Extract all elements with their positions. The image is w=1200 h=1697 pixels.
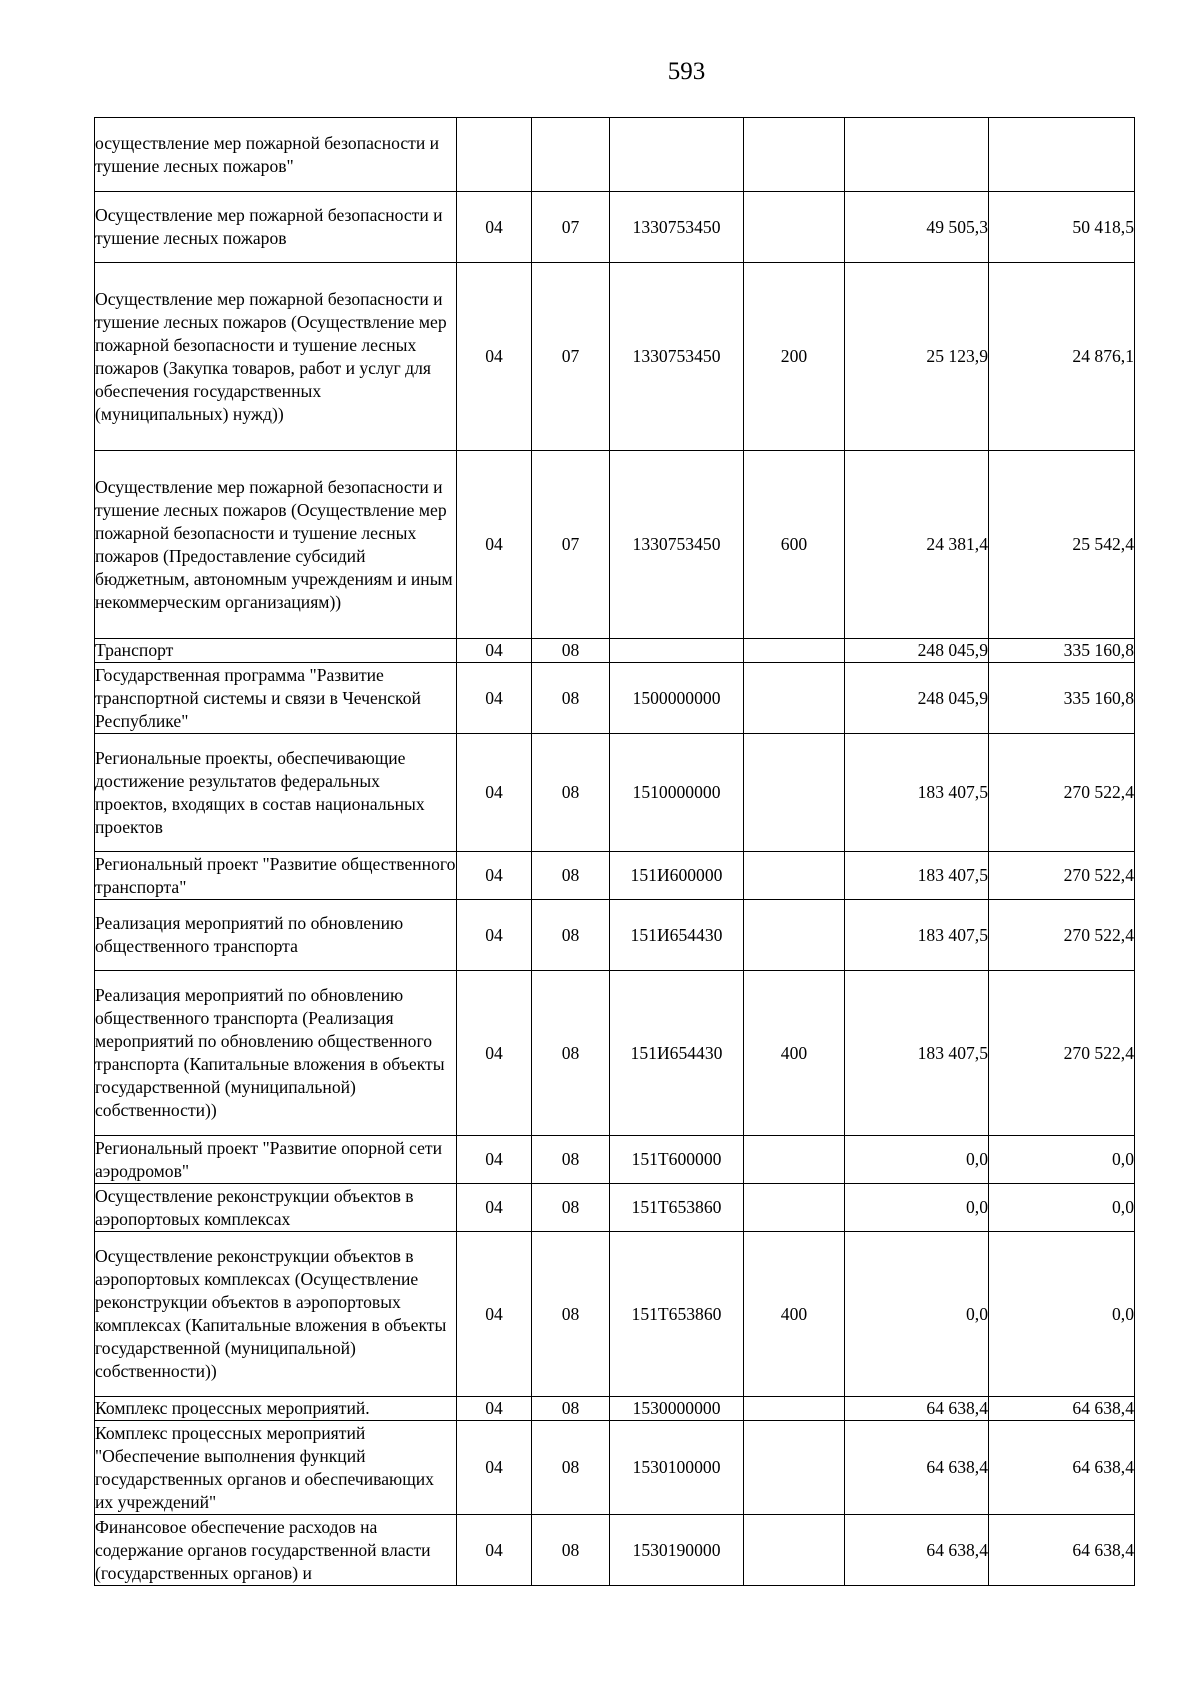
target-item-cell bbox=[610, 118, 744, 192]
table-row bbox=[95, 663, 1135, 734]
row-name-cell: Осуществление мер пожарной безопасности и тушение лесных пожаров (Осуществление мер пожарной безопасности и тушение лесных пожаров (Закупка товаров, работ и услуг для обеспечения государственных (муниципальных) нужд)) bbox=[95, 263, 457, 451]
table-row bbox=[95, 1232, 1135, 1397]
section-code-cell: 04 bbox=[457, 852, 532, 900]
expense-type-cell bbox=[744, 1184, 845, 1232]
expense-type-cell: 400 bbox=[744, 971, 845, 1136]
table-row bbox=[95, 1136, 1135, 1184]
expense-type-cell bbox=[744, 1397, 845, 1421]
row-name-cell: Финансовое обеспечение расходов на содержание органов государственной власти (государственных органов) и bbox=[95, 1515, 457, 1586]
row-name-cell: Комплекс процессных мероприятий. bbox=[95, 1397, 457, 1421]
expense-type-cell bbox=[744, 1421, 845, 1515]
target-item-cell: 151Т600000 bbox=[610, 1136, 744, 1184]
subsection-code-cell: 08 bbox=[532, 900, 610, 971]
target-item-cell: 1510000000 bbox=[610, 734, 744, 852]
section-code-cell: 04 bbox=[457, 1136, 532, 1184]
amount-year2-cell: 24 876,1 bbox=[989, 263, 1135, 451]
subsection-code-cell: 08 bbox=[532, 1136, 610, 1184]
amount-year2-cell: 335 160,8 bbox=[989, 663, 1135, 734]
subsection-code-cell bbox=[532, 118, 610, 192]
section-code-cell: 04 bbox=[457, 1184, 532, 1232]
subsection-code-cell: 08 bbox=[532, 1515, 610, 1586]
target-item-cell: 1330753450 bbox=[610, 451, 744, 639]
section-code-cell: 04 bbox=[457, 1397, 532, 1421]
section-code-cell: 04 bbox=[457, 663, 532, 734]
expense-type-cell: 400 bbox=[744, 1232, 845, 1397]
amount-year2-cell: 270 522,4 bbox=[989, 734, 1135, 852]
expense-type-cell bbox=[744, 852, 845, 900]
amount-year2-cell: 64 638,4 bbox=[989, 1515, 1135, 1586]
subsection-code-cell: 08 bbox=[532, 1184, 610, 1232]
amount-year1-cell: 183 407,5 bbox=[845, 734, 989, 852]
section-code-cell: 04 bbox=[457, 734, 532, 852]
row-name-cell: Региональный проект "Развитие общественного транспорта" bbox=[95, 852, 457, 900]
amount-year1-cell: 248 045,9 bbox=[845, 663, 989, 734]
expense-type-cell bbox=[744, 663, 845, 734]
section-code-cell: 04 bbox=[457, 1421, 532, 1515]
target-item-cell bbox=[610, 639, 744, 663]
target-item-cell: 151Т653860 bbox=[610, 1184, 744, 1232]
row-name-cell: Осуществление мер пожарной безопасности и тушение лесных пожаров bbox=[95, 192, 457, 263]
amount-year1-cell: 64 638,4 bbox=[845, 1421, 989, 1515]
section-code-cell: 04 bbox=[457, 1232, 532, 1397]
amount-year2-cell: 64 638,4 bbox=[989, 1397, 1135, 1421]
expense-type-cell bbox=[744, 639, 845, 663]
subsection-code-cell: 08 bbox=[532, 734, 610, 852]
table-row bbox=[95, 734, 1135, 852]
page-number: 593 bbox=[667, 58, 706, 85]
row-name-cell: Региональный проект "Развитие опорной сети аэродромов" bbox=[95, 1136, 457, 1184]
row-name-cell: Региональные проекты, обеспечивающие достижение результатов федеральных проектов, входящих в состав национальных проектов bbox=[95, 734, 457, 852]
amount-year2-cell: 25 542,4 bbox=[989, 451, 1135, 639]
table-row bbox=[95, 971, 1135, 1136]
table-row bbox=[95, 263, 1135, 451]
budget-table bbox=[94, 117, 1135, 1586]
amount-year1-cell bbox=[845, 118, 989, 192]
amount-year1-cell: 24 381,4 bbox=[845, 451, 989, 639]
expense-type-cell bbox=[744, 192, 845, 263]
expense-type-cell bbox=[744, 1136, 845, 1184]
amount-year1-cell: 248 045,9 bbox=[845, 639, 989, 663]
amount-year2-cell: 0,0 bbox=[989, 1232, 1135, 1397]
expense-type-cell bbox=[744, 734, 845, 852]
expense-type-cell bbox=[744, 118, 845, 192]
table-row bbox=[95, 1421, 1135, 1515]
table-row bbox=[95, 192, 1135, 263]
target-item-cell: 1530100000 bbox=[610, 1421, 744, 1515]
table-row bbox=[95, 451, 1135, 639]
target-item-cell: 151И654430 bbox=[610, 900, 744, 971]
amount-year1-cell: 183 407,5 bbox=[845, 971, 989, 1136]
expense-type-cell bbox=[744, 900, 845, 971]
subsection-code-cell: 08 bbox=[532, 663, 610, 734]
target-item-cell: 1330753450 bbox=[610, 192, 744, 263]
row-name-cell: Осуществление мер пожарной безопасности и тушение лесных пожаров (Осуществление мер пожарной безопасности и тушение лесных пожаров (Предоставление субсидий бюджетным, автономным учреждениям и иным некоммерческим организациям)) bbox=[95, 451, 457, 639]
subsection-code-cell: 08 bbox=[532, 852, 610, 900]
section-code-cell bbox=[457, 118, 532, 192]
table-row bbox=[95, 1515, 1135, 1586]
target-item-cell: 151И600000 bbox=[610, 852, 744, 900]
subsection-code-cell: 07 bbox=[532, 263, 610, 451]
row-name-cell: осуществление мер пожарной безопасности и тушение лесных пожаров" bbox=[95, 118, 457, 192]
expense-type-cell: 200 bbox=[744, 263, 845, 451]
table-body bbox=[95, 118, 1135, 1586]
row-name-cell: Комплекс процессных мероприятий "Обеспечение выполнения функций государственных органов и обеспечивающих их учреждений" bbox=[95, 1421, 457, 1515]
amount-year1-cell: 183 407,5 bbox=[845, 900, 989, 971]
table-row bbox=[95, 1184, 1135, 1232]
row-name-cell: Реализация мероприятий по обновлению общественного транспорта bbox=[95, 900, 457, 971]
amount-year1-cell: 64 638,4 bbox=[845, 1397, 989, 1421]
section-code-cell: 04 bbox=[457, 971, 532, 1136]
subsection-code-cell: 08 bbox=[532, 1232, 610, 1397]
amount-year2-cell: 50 418,5 bbox=[989, 192, 1135, 263]
target-item-cell: 1500000000 bbox=[610, 663, 744, 734]
target-item-cell: 151И654430 bbox=[610, 971, 744, 1136]
expense-type-cell bbox=[744, 1515, 845, 1586]
row-name-cell: Транспорт bbox=[95, 639, 457, 663]
section-code-cell: 04 bbox=[457, 1515, 532, 1586]
amount-year2-cell: 0,0 bbox=[989, 1184, 1135, 1232]
amount-year2-cell: 335 160,8 bbox=[989, 639, 1135, 663]
row-name-cell: Осуществление реконструкции объектов в аэропортовых комплексах (Осуществление реконструкции объектов в аэропортовых комплексах (Капитальные вложения в объекты государственной (муниципальной) собственности)) bbox=[95, 1232, 457, 1397]
subsection-code-cell: 08 bbox=[532, 639, 610, 663]
amount-year2-cell bbox=[989, 118, 1135, 192]
table-row bbox=[95, 900, 1135, 971]
subsection-code-cell: 08 bbox=[532, 1397, 610, 1421]
amount-year2-cell: 270 522,4 bbox=[989, 971, 1135, 1136]
table-row bbox=[95, 118, 1135, 192]
amount-year1-cell: 183 407,5 bbox=[845, 852, 989, 900]
row-name-cell: Государственная программа "Развитие транспортной системы и связи в Чеченской Республике" bbox=[95, 663, 457, 734]
target-item-cell: 151Т653860 bbox=[610, 1232, 744, 1397]
amount-year1-cell: 0,0 bbox=[845, 1136, 989, 1184]
amount-year1-cell: 64 638,4 bbox=[845, 1515, 989, 1586]
subsection-code-cell: 08 bbox=[532, 971, 610, 1136]
amount-year1-cell: 25 123,9 bbox=[845, 263, 989, 451]
amount-year2-cell: 64 638,4 bbox=[989, 1421, 1135, 1515]
subsection-code-cell: 07 bbox=[532, 451, 610, 639]
amount-year2-cell: 0,0 bbox=[989, 1136, 1135, 1184]
section-code-cell: 04 bbox=[457, 639, 532, 663]
table-row bbox=[95, 852, 1135, 900]
amount-year1-cell: 0,0 bbox=[845, 1232, 989, 1397]
amount-year1-cell: 0,0 bbox=[845, 1184, 989, 1232]
row-name-cell: Осуществление реконструкции объектов в аэропортовых комплексах bbox=[95, 1184, 457, 1232]
section-code-cell: 04 bbox=[457, 192, 532, 263]
section-code-cell: 04 bbox=[457, 451, 532, 639]
target-item-cell: 1330753450 bbox=[610, 263, 744, 451]
target-item-cell: 1530000000 bbox=[610, 1397, 744, 1421]
table-row bbox=[95, 1397, 1135, 1421]
table-row bbox=[95, 639, 1135, 663]
row-name-cell: Реализация мероприятий по обновлению общественного транспорта (Реализация мероприятий по обновлению общественного транспорта (Капитальные вложения в объекты государственной (муниципальной) собственности)) bbox=[95, 971, 457, 1136]
amount-year1-cell: 49 505,3 bbox=[845, 192, 989, 263]
subsection-code-cell: 07 bbox=[532, 192, 610, 263]
target-item-cell: 1530190000 bbox=[610, 1515, 744, 1586]
amount-year2-cell: 270 522,4 bbox=[989, 852, 1135, 900]
section-code-cell: 04 bbox=[457, 900, 532, 971]
amount-year2-cell: 270 522,4 bbox=[989, 900, 1135, 971]
expense-type-cell: 600 bbox=[744, 451, 845, 639]
subsection-code-cell: 08 bbox=[532, 1421, 610, 1515]
section-code-cell: 04 bbox=[457, 263, 532, 451]
